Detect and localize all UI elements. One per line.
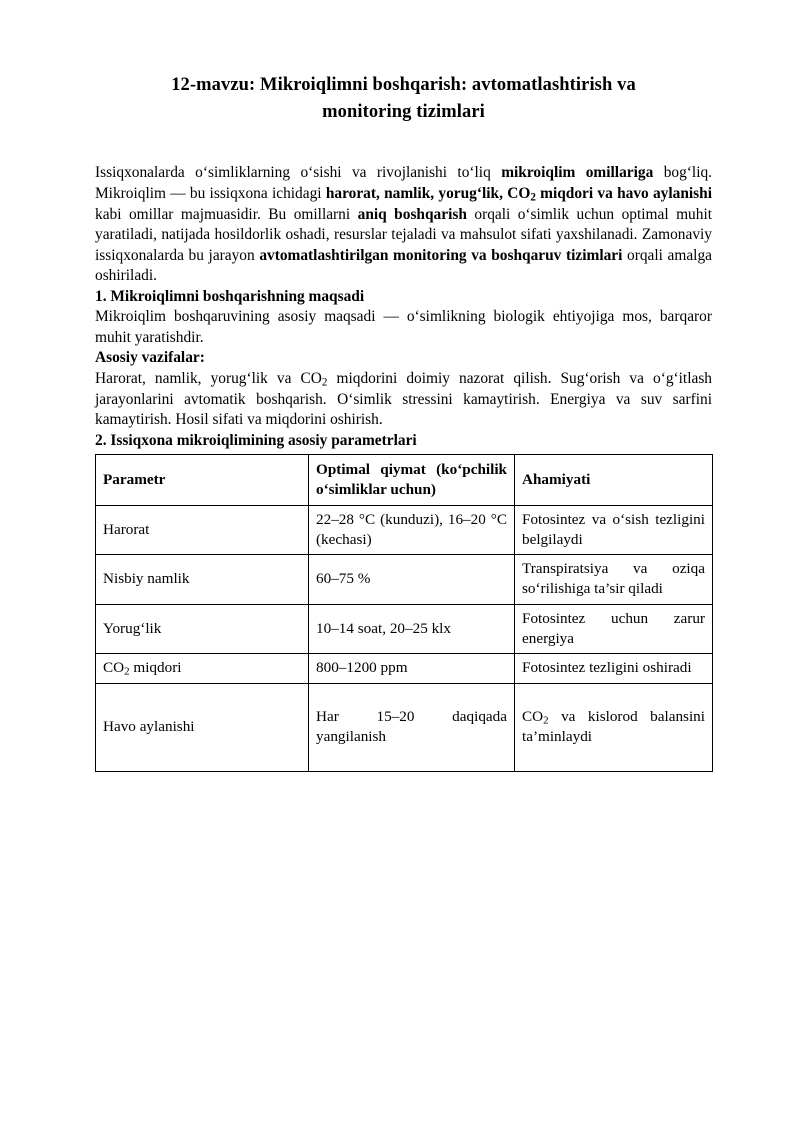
table-row xyxy=(96,604,713,654)
cell-meaning-text: CO xyxy=(522,708,544,726)
cell-optimal-value: Har 15–20 daqiqada yangilanish xyxy=(309,684,515,772)
cell-parameter xyxy=(96,555,309,605)
co2-subscript: 2 xyxy=(124,665,130,678)
table-header xyxy=(96,455,713,506)
cell-parameter-text: Nisbiy namlik xyxy=(103,570,190,588)
table-row xyxy=(96,555,713,605)
cell-meaning-text: Transpiratsiya va oziqa so‘rilishiga ta’sir qiladi xyxy=(522,560,705,597)
cell-parameter xyxy=(96,684,309,772)
column-header-optimal-qiymat: Optimal qiymat (ko‘pchilik o‘simliklar uchun) xyxy=(309,455,515,506)
column-header-parametr: Parametr xyxy=(96,455,309,506)
microclimate-parameters-table xyxy=(95,454,713,772)
table-row xyxy=(96,654,713,684)
page-title xyxy=(95,72,712,126)
cell-optimal-value: 800–1200 ppm xyxy=(309,654,515,684)
tasks-body xyxy=(95,369,712,431)
cell-optimal-value: 22–28 °C (kunduzi), 16–20 °C (kechasi) xyxy=(309,505,515,555)
cell-parameter-text: Harorat xyxy=(103,520,150,538)
cell-meaning xyxy=(515,604,713,654)
intro-segment-1: Issiqxonalarda o‘simliklarning o‘sishi va rivojlanishi to‘liq xyxy=(95,164,502,182)
intro-bold-factors xyxy=(326,185,712,202)
table-header-row xyxy=(96,455,713,506)
intro-bold-factors-text: harorat, namlik, yorug‘lik, CO xyxy=(325,184,531,202)
cell-meaning-text: Fotosintez tezligini oshiradi xyxy=(522,659,692,677)
intro-paragraph xyxy=(95,163,712,286)
cell-optimal-value: 60–75 % xyxy=(309,555,515,605)
tasks-body-pre: Harorat, namlik, yorug‘lik va CO xyxy=(95,370,322,387)
table-body xyxy=(96,505,713,771)
co2-subscript: 2 xyxy=(543,714,549,727)
cell-meaning xyxy=(515,505,713,555)
cell-parameter-text: Havo aylanishi xyxy=(103,718,195,736)
cell-parameter-text: Yorug‘lik xyxy=(103,619,162,637)
document-content xyxy=(95,72,712,772)
intro-segment-2: bog‘liq. Mikroiqlim — bu issiqxona ichidagi xyxy=(95,164,713,202)
cell-meaning-text: Fotosintez uchun zarur energiya xyxy=(522,609,705,647)
page-title-line-2: monitoring tizimlari xyxy=(322,102,485,123)
intro-bold-mikroiqlim-omillariga: mikroiqlim omillariga xyxy=(501,164,654,182)
cell-parameter xyxy=(96,654,309,684)
section-2-heading: 2. Issiqxona mikroiqlimining asosiy parametrlari xyxy=(95,431,417,449)
co2-subscript: 2 xyxy=(530,191,536,204)
intro-segment-4: orqali o‘simlik uchun optimal muhit yaratiladi, natijada hosildorlik oshadi, resurslar tejaladi va mahsulot sifati yaxshilanadi. Zamonaviy issiqxonalarda bu jarayon xyxy=(95,205,712,264)
column-header-ahamiyati: Ahamiyati xyxy=(515,455,713,506)
cell-meaning xyxy=(515,684,713,772)
cell-meaning xyxy=(515,654,713,684)
cell-parameter-text: CO xyxy=(103,659,125,677)
cell-parameter-tail: miqdori xyxy=(129,659,182,677)
cell-meaning-text: Fotosintez va o‘sish tezligini belgilaydi xyxy=(522,510,705,548)
table-row xyxy=(96,684,713,772)
section-1-body: Mikroiqlim boshqaruvining asosiy maqsadi — o‘simlikning biologik ehtiyojiga mos, barqaror muhit yaratishdir. xyxy=(95,308,712,346)
intro-bold-aniq-boshqarish: aniq boshqarish xyxy=(357,205,467,223)
cell-parameter xyxy=(96,505,309,555)
section-1-heading: 1. Mikroiqlimni boshqarishning maqsadi xyxy=(95,287,365,305)
intro-segment-5: orqali amalga oshiriladi. xyxy=(95,246,712,285)
intro-bold-factors-tail: miqdori va havo aylanishi xyxy=(535,184,713,202)
table-row xyxy=(96,505,713,555)
page-title-line-1: 12-mavzu: Mikroiqlimni boshqarish: avtomatlashtirish va xyxy=(171,75,636,95)
cell-optimal-value: 10–14 soat, 20–25 klx xyxy=(309,604,515,654)
tasks-heading: Asosiy vazifalar: xyxy=(95,349,205,367)
cell-meaning xyxy=(515,555,713,605)
intro-bold-monitoring-systems: avtomatlashtirilgan monitoring va boshqaruv tizimlari xyxy=(259,246,623,264)
co2-subscript: 2 xyxy=(321,376,328,389)
cell-meaning-tail: va kislorod balansini ta’minlaydi xyxy=(522,708,705,745)
tasks-body-post: miqdorini doimiy nazorat qilish. Sug‘orish va o‘g‘itlash jarayonlarini avtomatik boshqarish. O‘simlik stressini kamaytirish. Energiya va suv sarfini kamaytirish. Hosil sifati va miqdorini oshirish. xyxy=(95,370,712,429)
cell-parameter xyxy=(96,604,309,654)
intro-segment-3: kabi omillar majmuasidir. Bu omillarni xyxy=(95,205,358,223)
